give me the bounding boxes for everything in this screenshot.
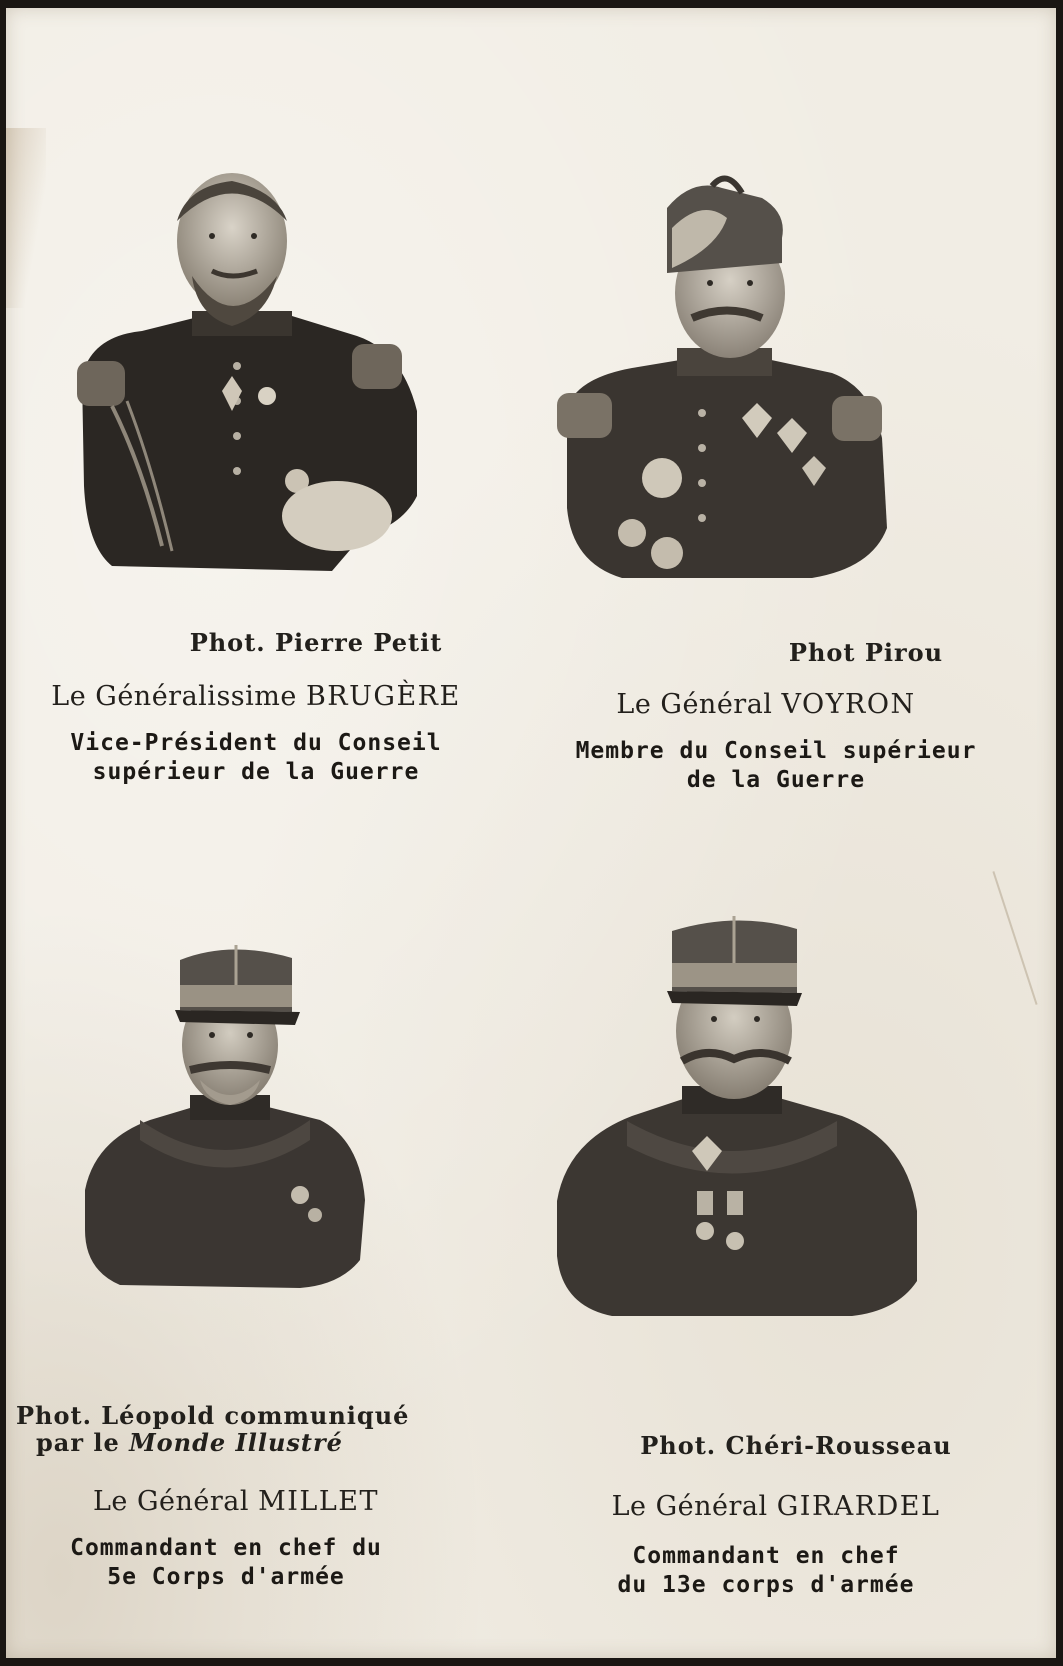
portrait-girardel [552,911,922,1321]
role-text: du 13e corps d'armée [617,1572,915,1598]
postcard [6,8,1056,1658]
officer-portrait-girardel [552,911,922,1321]
title-prefix: Le Général [616,689,773,720]
role-text: Commandant en chef du [70,1535,382,1561]
photo-credit-text: Phot Pirou [788,638,944,667]
photo-credit-text: Phot. Chéri-Rousseau [640,1431,952,1460]
photo-credit-voyron [746,640,986,665]
role-text: Vice-Président du Conseil [70,730,442,756]
publication-name: Monde Illustré [129,1428,343,1457]
title-prefix: Le Général [92,1486,250,1517]
photo-credit-text: Phot. Pierre Petit [189,628,443,657]
role-voyron-line2 [546,768,1006,792]
surname: BRUGÈRE [305,681,461,712]
photo-credit-girardel [626,1433,966,1458]
role-text: de la Guerre [686,767,866,793]
role-brugere-line1 [46,731,466,755]
role-text: 5e Corps d'armée [107,1564,345,1590]
title-prefix: Le Général [611,1491,768,1522]
role-text: Membre du Conseil supérieur [575,738,977,764]
name-brugere [36,683,476,711]
role-text: supérieur de la Guerre [92,759,420,785]
officer-portrait-brugere [72,166,422,576]
photo-credit-millet-line1 [16,1403,456,1428]
paper-crease [992,871,1037,1005]
role-voyron-line1 [546,739,1006,763]
paper-tear [6,128,46,308]
name-millet [36,1488,436,1516]
title-prefix: Le Généralissime [51,681,297,712]
portrait-millet [80,940,370,1290]
role-girardel-line2 [566,1573,966,1597]
name-girardel [576,1493,976,1521]
role-millet-line2 [16,1565,436,1589]
photo-credit-prefix: par le [36,1428,120,1457]
role-girardel-line1 [566,1544,966,1568]
photo-credit-millet-line2 [36,1430,456,1455]
surname: VOYRON [781,689,916,720]
role-millet-line1 [16,1536,436,1560]
role-text: Commandant en chef [632,1543,900,1569]
officer-portrait-millet [80,940,370,1290]
surname: GIRARDEL [776,1491,941,1522]
name-voyron [566,691,966,719]
surname: MILLET [258,1486,380,1517]
officer-portrait-voyron [552,168,892,583]
role-brugere-line2 [46,760,466,784]
photo-credit-text: Phot. Léopold communiqué [16,1401,410,1430]
portrait-brugere [72,166,422,576]
portrait-voyron [552,168,892,583]
photo-credit-brugere [166,630,466,655]
